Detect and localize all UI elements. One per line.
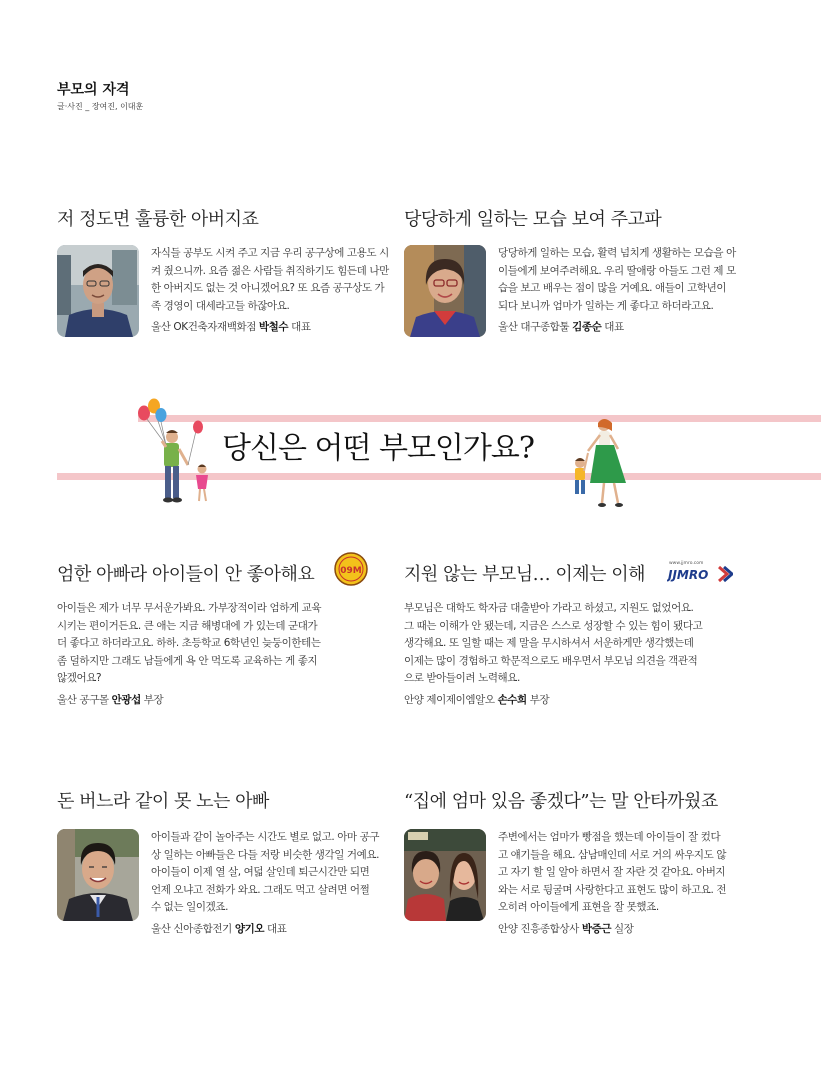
card-signature: 울산 대구종합툴 김종순 대표 <box>498 321 624 333</box>
interview-card-6 <box>404 787 744 939</box>
card-signature: 안양 진흥종합상사 박증근 실장 <box>498 922 634 935</box>
card-quote: 주변에서는 엄마가 빵점을 했는데 아이들이 잘 컸다고 얘기들을 해요. 삼남매인데 서로 거의 싸우지도 않고 자기 할 일 알아 하면서 잘 자란 것 같아요. 아버지와는 서로 뒹굴며 사랑한다고 표현도 많이 하고요. 전 오히려 아이들에게 표현을 잘 못했죠. <box>498 831 727 913</box>
card-quote: 부모님은 대학도 학자금 대출받아 가라고 하셨고, 지원도 없었어요. 그 때는 이해가 안 됐는데, 지금은 스스로 성장할 수 있는 힘이 됐다고 생각해요. 또 일할 때는 제 말을 무시하셔서 서운하게만 생각했는데 이제는 많이 경험하고 학문적으로도 배우면서 부모님 의견을 객관적으로 받아들이려 노력해요. <box>404 602 703 684</box>
card-text <box>498 829 728 936</box>
interviewee-name: 김종순 <box>572 321 602 333</box>
card-text <box>151 829 381 936</box>
interviewee-name: 양기오 <box>234 922 265 935</box>
jjmro-logo-text: JJMRO <box>668 568 709 582</box>
card-headline: “집에 엄마 있음 좋겠다”는 말 안타까웠죠 <box>404 791 718 812</box>
banner-title: 당신은 어떤 부모인가요? <box>222 431 534 466</box>
card-quote: 아이들은 제가 너무 무서운가봐요. 가부장적이라 엄하게 교육시키는 편이거든요. 큰 애는 지금 해병대에 가 있는데 군대가 더 좋다고 하더라고요. 하하. 초등학교 6학년인 늦둥이한테는 좀 덜하지만 그래도 남들에게 욕 안 먹도록 교육하는 게 좋지 않겠어요? <box>57 602 322 684</box>
card-body <box>404 829 744 939</box>
card-quote: 자식들 공부도 시켜 주고 지금 우리 공구상에 고용도 시켜 줬으니까. 요즘 젊은 사람들 취직하기도 힘든데 나만한 아버지도 없는 것 아니겠어요? 또 요즘 공구상도 가족 경영이 대세라고들 하잖아요. <box>151 247 389 312</box>
father-with-balloons-illustration <box>130 397 220 515</box>
jjmro-logo-url: www.jjmro.com <box>669 561 704 566</box>
card-body <box>404 245 744 355</box>
card-headline: 지원 않는 부모님… 이제는 이해 <box>404 564 646 585</box>
banner <box>0 395 821 520</box>
interviewee-name: 손수희 <box>497 693 527 706</box>
portrait-photo <box>404 245 486 337</box>
card-quote: 아이들과 같이 놀아주는 시간도 별로 없고. 아마 공구상 일하는 아빠들은 다들 저랑 비슷한 생각일 거예요. 아이들이 이제 열 살, 여덟 살인데 퇴근시간만 되면 언제 오냐고 전화가 와요. 그래도 먹고 살려면 어쩔 수 없는 일이겠죠. <box>151 831 380 913</box>
card-signature: 울산 신아종합전기 양기오 대표 <box>151 922 287 935</box>
card-signature: 울산 OK건축자재백화점 박철수 대표 <box>151 321 311 333</box>
09m-logo <box>334 552 364 582</box>
banner-stripe-top <box>138 415 821 422</box>
portrait-photo <box>57 829 139 921</box>
card-headline: 저 정도면 훌륭한 아버지죠 <box>57 209 259 230</box>
card-quote: 당당하게 일하는 모습, 활력 넘치게 생활하는 모습을 아이들에게 보여주려해요. 우리 딸애랑 아들도 그런 제 모습을 보고 배우는 점이 많을 거예요. 애들이 고학년이 되다 보니까 엄마가 일하는 게 좋다고 하더라고요. <box>498 247 736 312</box>
interview-card-5 <box>57 787 397 939</box>
interview-card-1 <box>57 205 397 355</box>
portrait-photo <box>404 829 486 921</box>
interviewee-name: 박증근 <box>581 922 612 935</box>
card-body <box>57 829 397 939</box>
card-signature: 울산 공구몰 안광섭 부장 <box>57 693 164 706</box>
card-body <box>57 245 397 355</box>
interviewee-name: 안광섭 <box>111 693 141 706</box>
section-title: 부모의 자격 <box>57 82 130 98</box>
interviewee-name: 박철수 <box>258 321 289 333</box>
portrait-photo <box>57 245 139 337</box>
card-headline: 돈 버느라 같이 못 노는 아빠 <box>57 791 269 812</box>
card-text <box>151 245 391 334</box>
card-headline: 당당하게 일하는 모습 보여 주고파 <box>404 209 662 230</box>
card-signature: 안양 제이제이엠알오 손수희 부장 <box>404 693 550 706</box>
byline: 글·사진 _ 장여진, 이대훈 <box>57 102 144 111</box>
mother-with-child-illustration <box>562 417 642 509</box>
card-text <box>498 245 738 334</box>
jjmro-logo <box>667 558 733 584</box>
interview-card-2 <box>404 205 744 355</box>
09m-logo-text: 09M <box>340 566 362 576</box>
card-headline: 엄한 아빠라 아이들이 안 좋아해요 <box>57 564 315 585</box>
